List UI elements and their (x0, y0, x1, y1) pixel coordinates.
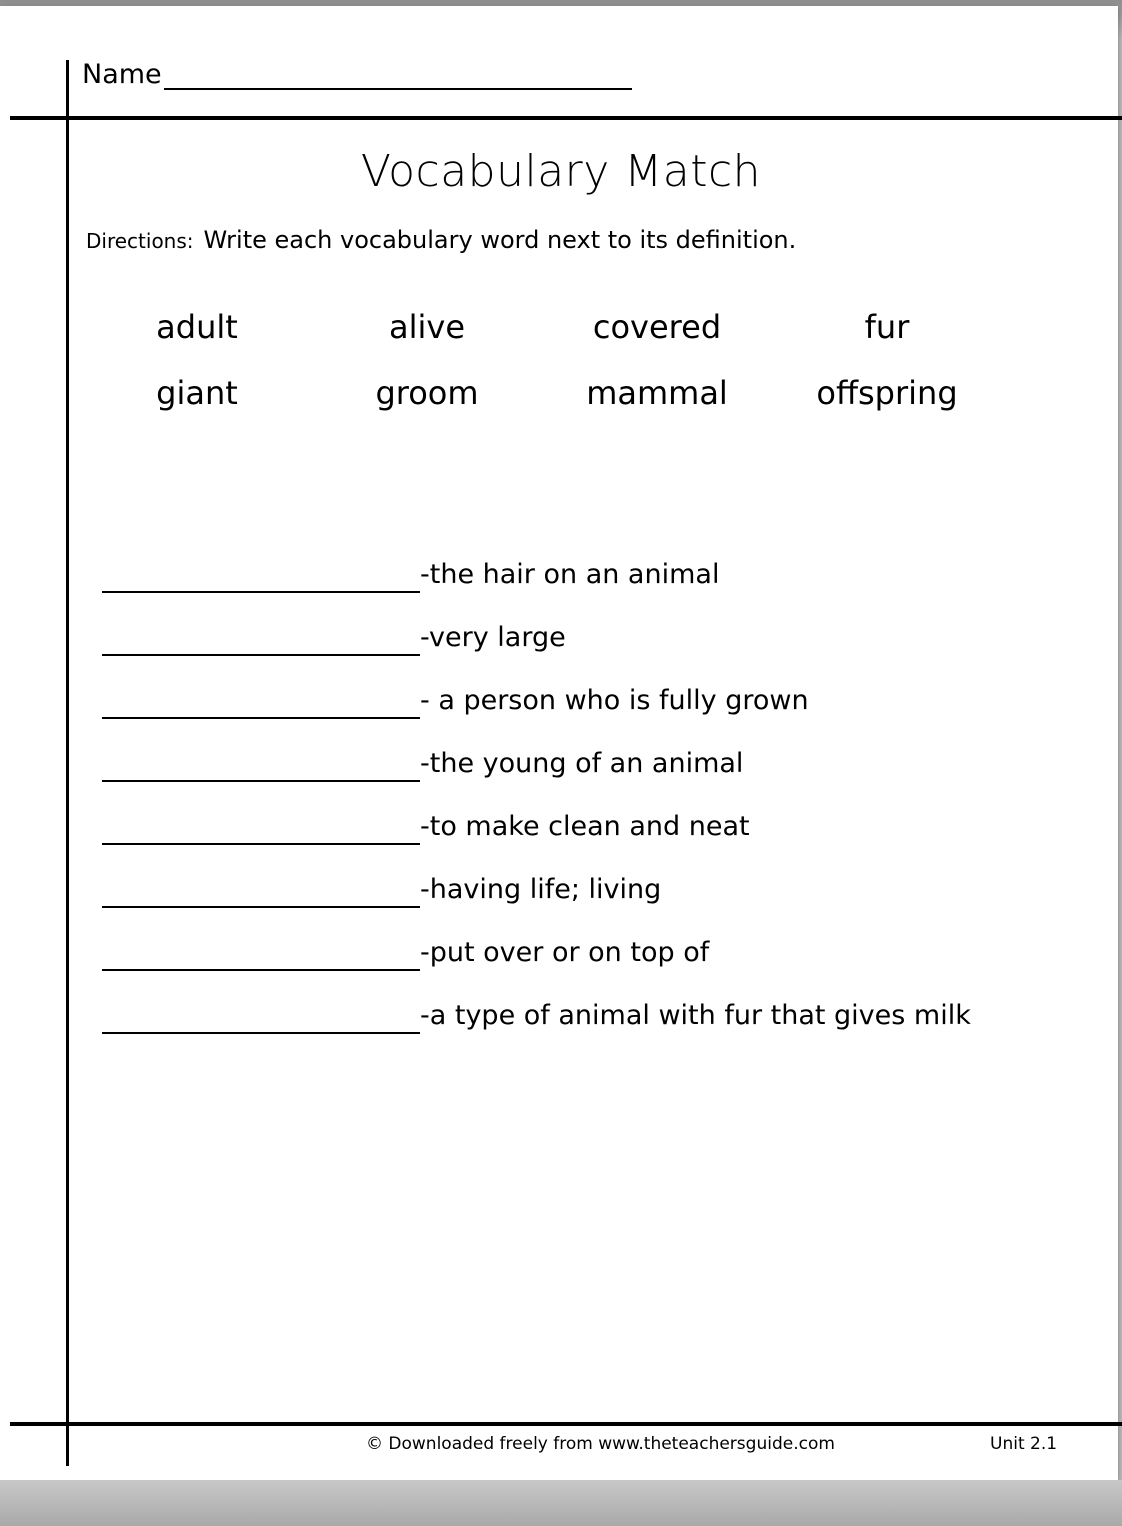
word-bank-row (82, 368, 1002, 434)
name-label: Name (82, 59, 162, 90)
definition-row (102, 719, 1062, 782)
definition-list (102, 530, 1062, 1034)
name-blank-line (164, 58, 632, 90)
directions (86, 226, 796, 254)
word-bank-item: giant (156, 374, 238, 412)
directions-label: Directions: (86, 229, 194, 253)
definition-row (102, 845, 1062, 908)
definition-text: -to make clean and neat (420, 811, 750, 842)
directions-text: Write each vocabulary word next to its definition. (203, 226, 797, 254)
definition-row (102, 908, 1062, 971)
word-bank-row (82, 302, 1002, 368)
definition-row (102, 593, 1062, 656)
header-rule (10, 116, 1122, 120)
answer-blank (102, 870, 420, 908)
definition-row (102, 530, 1062, 593)
word-bank-item: fur (864, 308, 910, 346)
footer-unit: Unit 2.1 (990, 1434, 1058, 1454)
definition-text: -the hair on an animal (420, 559, 720, 590)
word-bank-item: offspring (816, 374, 958, 412)
answer-blank (102, 807, 420, 845)
definition-row (102, 971, 1062, 1034)
word-bank-item: adult (156, 308, 238, 346)
answer-blank (102, 618, 420, 656)
viewer-bottom-edge (0, 1480, 1122, 1526)
answer-blank (102, 555, 420, 593)
definition-text: -put over or on top of (420, 937, 710, 968)
answer-blank (102, 681, 420, 719)
worksheet-page (0, 6, 1118, 1480)
definition-row (102, 782, 1062, 845)
definition-text: -the young of an animal (420, 748, 744, 779)
answer-blank (102, 933, 420, 971)
definition-text: -very large (420, 622, 566, 653)
page-title: Vocabulary Match (360, 146, 762, 197)
word-bank-item: covered (592, 308, 722, 346)
word-bank-item: mammal (586, 374, 728, 412)
name-row (82, 54, 632, 90)
answer-blank (102, 996, 420, 1034)
margin-line (66, 60, 69, 1466)
word-bank-item: alive (388, 308, 465, 346)
definition-text: - a person who is fully grown (420, 685, 809, 716)
answer-blank (102, 744, 420, 782)
footer-credit: © Downloaded freely from www.theteachersguide.com (366, 1434, 835, 1454)
definition-row (102, 656, 1062, 719)
word-bank (82, 302, 1002, 434)
footer-rule (10, 1422, 1122, 1426)
definition-text: -a type of animal with fur that gives milk (420, 1000, 971, 1031)
definition-text: -having life; living (420, 874, 662, 905)
word-bank-item: groom (375, 374, 479, 412)
